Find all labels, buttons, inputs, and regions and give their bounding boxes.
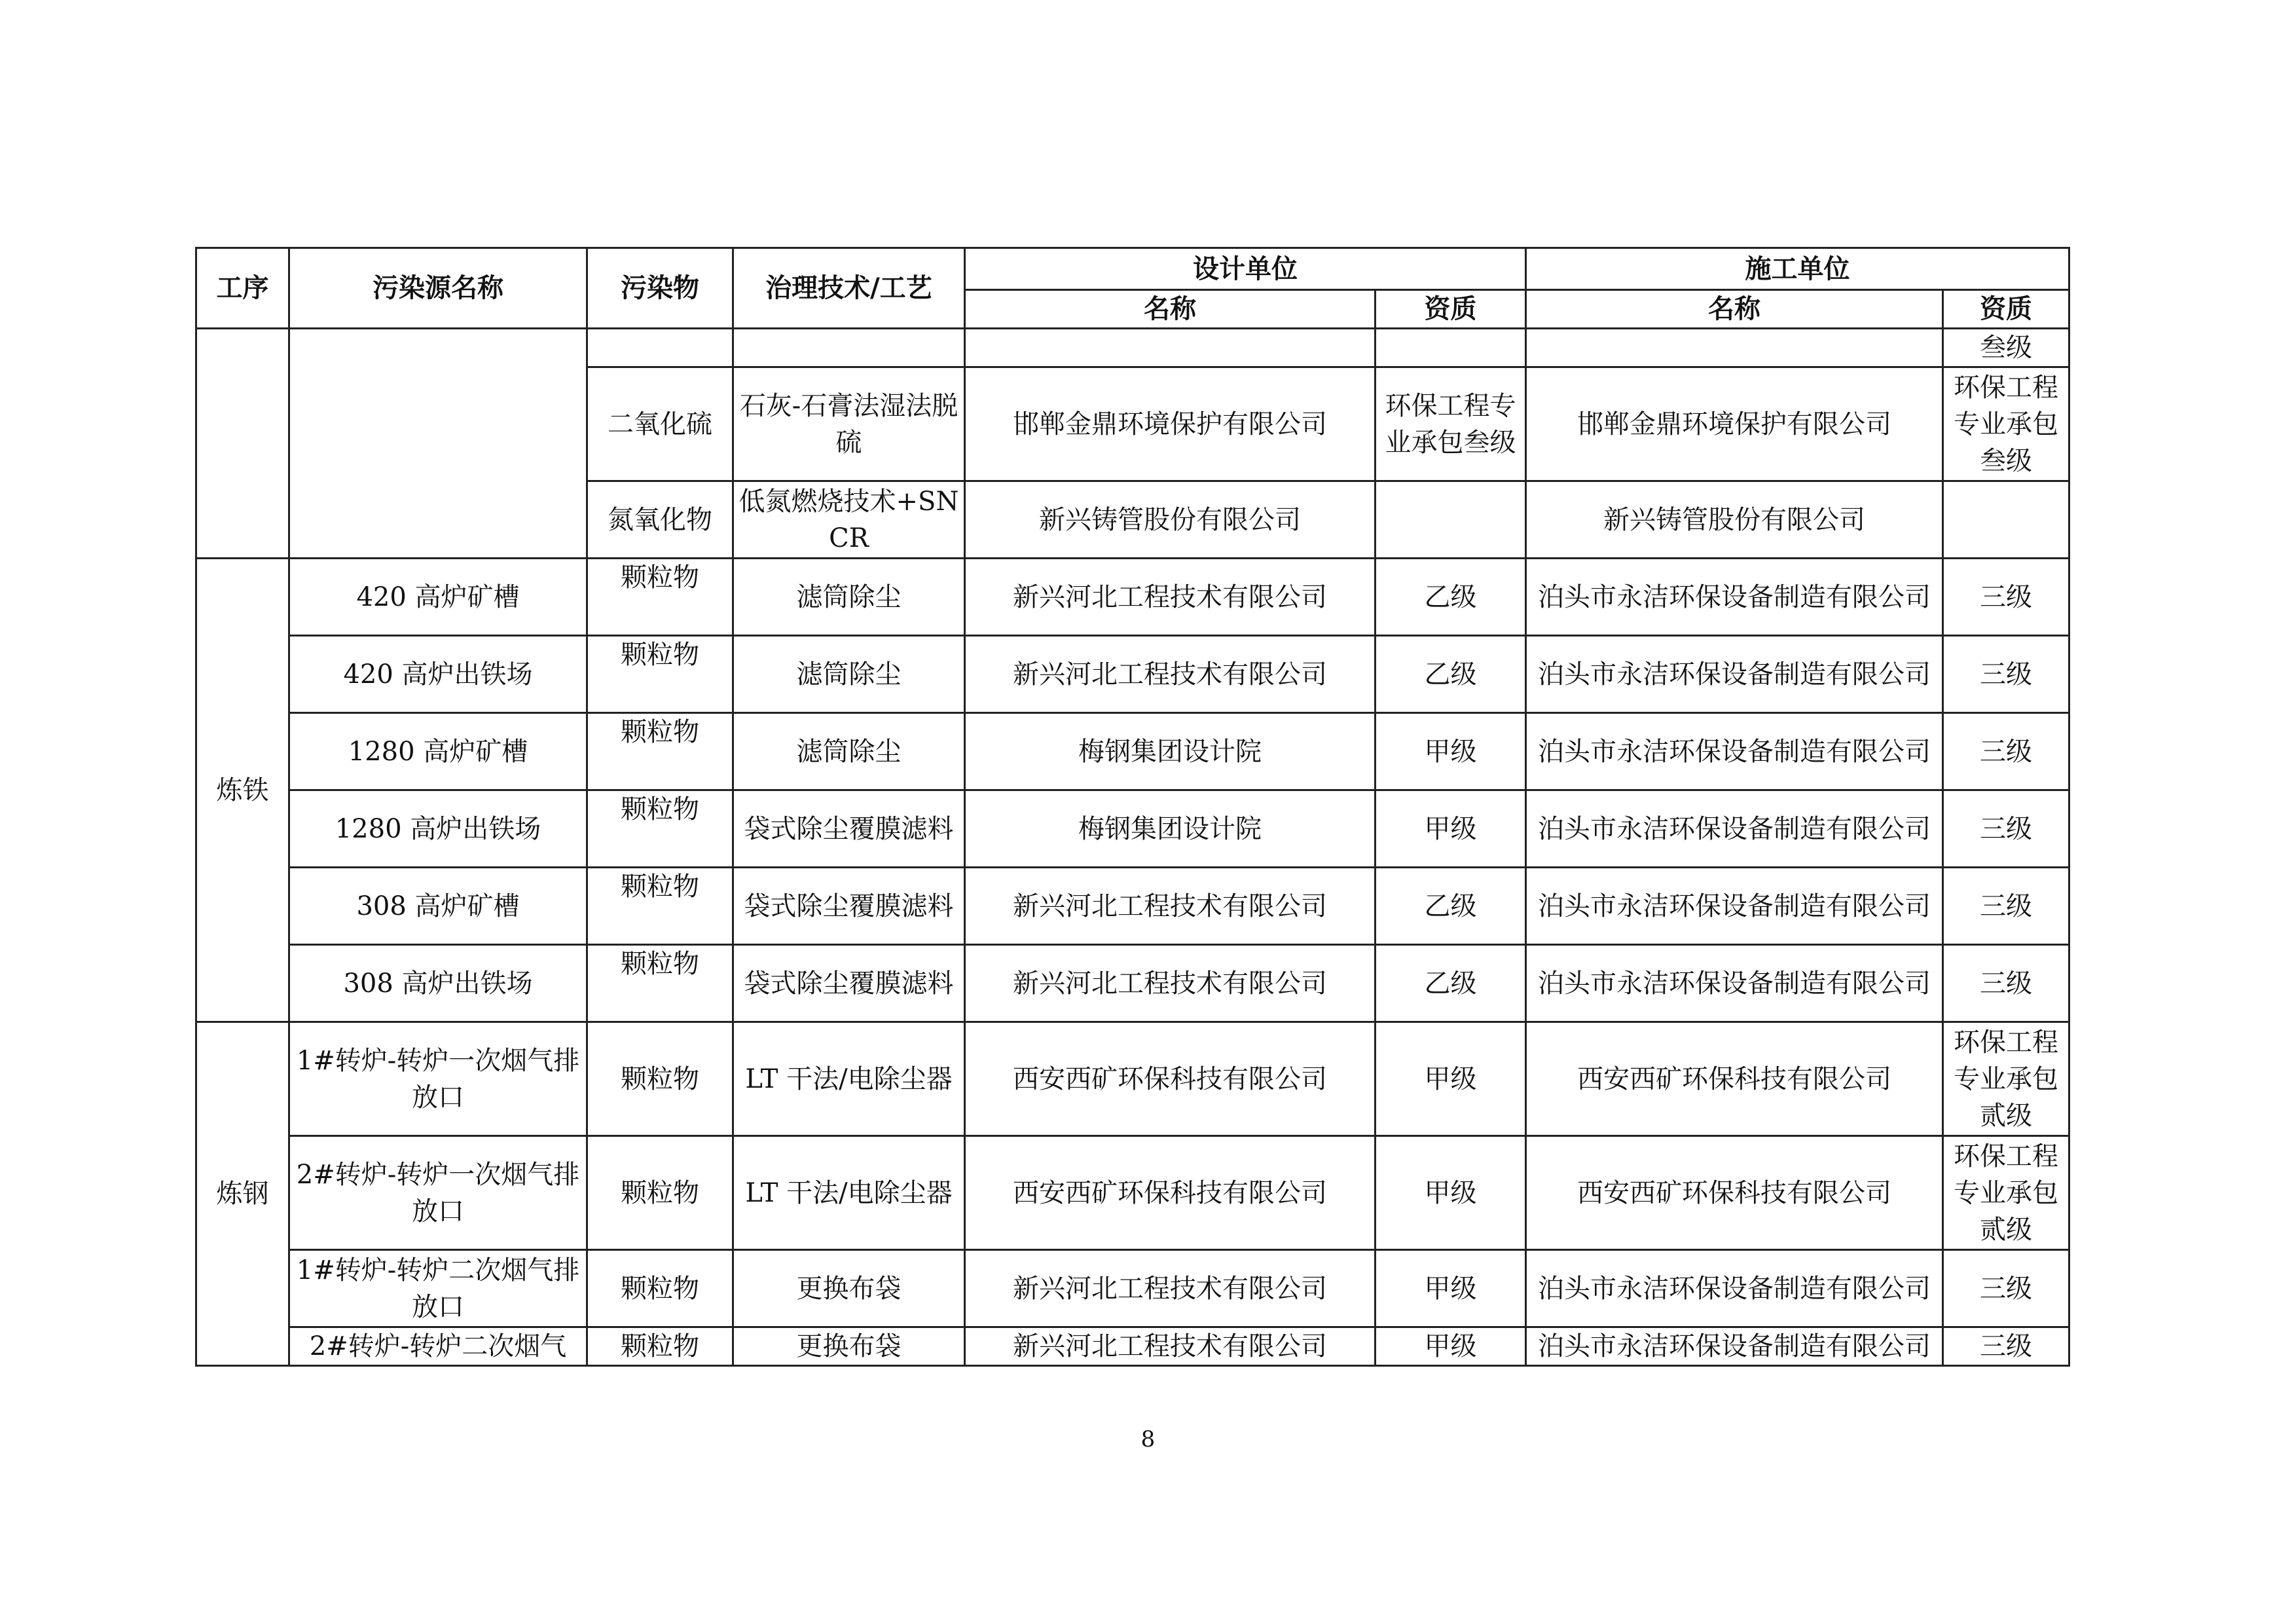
cell-pollutant: 颗粒物 (587, 713, 733, 790)
cell-process-ironmaking: 炼铁 (196, 559, 289, 1022)
cell-source: 1#转炉-转炉二次烟气排放口 (289, 1250, 587, 1327)
cell-technology: 更换布袋 (733, 1327, 965, 1366)
cell-construction-name: 西安西矿环保科技有限公司 (1526, 1022, 1943, 1136)
cell-design-name: 新兴河北工程技术有限公司 (965, 636, 1376, 713)
cell-design-name: 西安西矿环保科技有限公司 (965, 1022, 1376, 1136)
cell-construction-name: 泊头市永洁环保设备制造有限公司 (1526, 1327, 1943, 1366)
header-design-name: 名称 (965, 290, 1376, 329)
cell-source: 2#转炉-转炉一次烟气排放口 (289, 1136, 587, 1250)
cell-construction-qualification: 三级 (1943, 1250, 2069, 1327)
cell-construction-qualification: 环保工程专业承包贰级 (1943, 1022, 2069, 1136)
cell-design-name (965, 329, 1376, 367)
cell-design-qualification: 乙级 (1376, 559, 1526, 636)
cell-construction-qualification: 三级 (1943, 559, 2069, 636)
cell-construction-name: 新兴铸管股份有限公司 (1526, 481, 1943, 559)
cell-design-qualification: 甲级 (1376, 1022, 1526, 1136)
header-technology: 治理技术/工艺 (733, 248, 965, 329)
cell-design-qualification: 甲级 (1376, 1327, 1526, 1366)
cell-design-qualification (1376, 481, 1526, 559)
cell-technology: 袋式除尘覆膜滤料 (733, 945, 965, 1022)
cell-technology: 袋式除尘覆膜滤料 (733, 868, 965, 945)
cell-construction-qualification (1943, 481, 2069, 559)
cell-technology: 滤筒除尘 (733, 559, 965, 636)
cell-technology: 石灰-石膏法湿法脱硫 (733, 367, 965, 481)
cell-technology: LT 干法/电除尘器 (733, 1022, 965, 1136)
cell-construction-qualification: 环保工程专业承包贰级 (1943, 1136, 2069, 1250)
table-row (196, 329, 2069, 367)
cell-source: 420 高炉出铁场 (289, 636, 587, 713)
cell-construction-name: 泊头市永洁环保设备制造有限公司 (1526, 636, 1943, 713)
cell-pollutant: 颗粒物 (587, 1250, 733, 1327)
table-row (196, 636, 2069, 713)
cell-construction-qualification: 三级 (1943, 636, 2069, 713)
cell-technology: LT 干法/电除尘器 (733, 1136, 965, 1250)
cell-technology: 滤筒除尘 (733, 636, 965, 713)
pollution-control-table (195, 247, 2070, 1367)
cell-pollutant (587, 329, 733, 367)
cell-pollutant: 颗粒物 (587, 1327, 733, 1366)
cell-construction-name: 邯郸金鼎环境保护有限公司 (1526, 367, 1943, 481)
cell-design-qualification: 甲级 (1376, 713, 1526, 790)
page-number: 8 (1140, 1426, 1156, 1452)
table-row (196, 559, 2069, 636)
cell-source: 1280 高炉出铁场 (289, 790, 587, 868)
cell-design-name: 新兴河北工程技术有限公司 (965, 1250, 1376, 1327)
table-row (196, 1327, 2069, 1366)
cell-construction-name (1526, 329, 1943, 367)
cell-design-name: 邯郸金鼎环境保护有限公司 (965, 367, 1376, 481)
cell-construction-qualification: 叁级 (1943, 329, 2069, 367)
header-construction-unit: 施工单位 (1526, 248, 2069, 290)
cell-design-name: 新兴铸管股份有限公司 (965, 481, 1376, 559)
cell-design-qualification: 乙级 (1376, 868, 1526, 945)
cell-design-name: 梅钢集团设计院 (965, 790, 1376, 868)
cell-pollutant: 颗粒物 (587, 559, 733, 636)
cell-pollutant: 颗粒物 (587, 636, 733, 713)
cell-construction-qualification: 三级 (1943, 713, 2069, 790)
cell-pollutant: 二氧化硫 (587, 367, 733, 481)
cell-construction-qualification: 环保工程专业承包叁级 (1943, 367, 2069, 481)
cell-pollutant: 颗粒物 (587, 1136, 733, 1250)
cell-pollutant: 颗粒物 (587, 868, 733, 945)
header-design-unit: 设计单位 (965, 248, 1526, 290)
cell-construction-name: 西安西矿环保科技有限公司 (1526, 1136, 1943, 1250)
cell-design-qualification: 甲级 (1376, 1250, 1526, 1327)
cell-technology (733, 329, 965, 367)
table-body (196, 329, 2069, 1366)
cell-construction-qualification: 三级 (1943, 945, 2069, 1022)
cell-source: 308 高炉出铁场 (289, 945, 587, 1022)
cell-design-name: 新兴河北工程技术有限公司 (965, 1327, 1376, 1366)
header-construction-qualification: 资质 (1943, 290, 2069, 329)
cell-source: 308 高炉矿槽 (289, 868, 587, 945)
cell-design-qualification: 乙级 (1376, 945, 1526, 1022)
table-row (196, 1022, 2069, 1136)
cell-construction-qualification: 三级 (1943, 868, 2069, 945)
cell-construction-name: 泊头市永洁环保设备制造有限公司 (1526, 713, 1943, 790)
cell-source: 1#转炉-转炉一次烟气排放口 (289, 1022, 587, 1136)
cell-construction-name: 泊头市永洁环保设备制造有限公司 (1526, 559, 1943, 636)
cell-process-steelmaking: 炼钢 (196, 1022, 289, 1366)
cell-design-name: 西安西矿环保科技有限公司 (965, 1136, 1376, 1250)
cell-technology: 低氮燃烧技术+SNCR (733, 481, 965, 559)
table-row (196, 713, 2069, 790)
cell-pollutant: 颗粒物 (587, 945, 733, 1022)
cell-pollutant: 氮氧化物 (587, 481, 733, 559)
header-pollutant: 污染物 (587, 248, 733, 329)
cell-source: 2#转炉-转炉二次烟气 (289, 1327, 587, 1366)
cell-design-name: 梅钢集团设计院 (965, 713, 1376, 790)
cell-pollutant: 颗粒物 (587, 790, 733, 868)
cell-technology: 滤筒除尘 (733, 713, 965, 790)
cell-design-qualification (1376, 329, 1526, 367)
cell-construction-name: 泊头市永洁环保设备制造有限公司 (1526, 945, 1943, 1022)
cell-pollutant: 颗粒物 (587, 1022, 733, 1136)
cell-technology: 袋式除尘覆膜滤料 (733, 790, 965, 868)
header-source-name: 污染源名称 (289, 248, 587, 329)
cell-design-qualification: 甲级 (1376, 790, 1526, 868)
header-construction-name: 名称 (1526, 290, 1943, 329)
cell-design-qualification: 乙级 (1376, 636, 1526, 713)
cell-design-qualification: 甲级 (1376, 1136, 1526, 1250)
table-row (196, 1250, 2069, 1327)
table-row (196, 790, 2069, 868)
table-row (196, 945, 2069, 1022)
table-header (196, 248, 2069, 329)
cell-technology: 更换布袋 (733, 1250, 965, 1327)
cell-source: 1280 高炉矿槽 (289, 713, 587, 790)
table-row (196, 868, 2069, 945)
cell-design-name: 新兴河北工程技术有限公司 (965, 868, 1376, 945)
cell-design-name: 新兴河北工程技术有限公司 (965, 559, 1376, 636)
cell-construction-name: 泊头市永洁环保设备制造有限公司 (1526, 790, 1943, 868)
table-row (196, 1136, 2069, 1250)
cell-source: 420 高炉矿槽 (289, 559, 587, 636)
cell-construction-qualification: 三级 (1943, 790, 2069, 868)
cell-design-name: 新兴河北工程技术有限公司 (965, 945, 1376, 1022)
cell-process (196, 329, 289, 559)
cell-design-qualification: 环保工程专业承包叁级 (1376, 367, 1526, 481)
cell-source (289, 329, 587, 559)
header-design-qualification: 资质 (1376, 290, 1526, 329)
cell-construction-qualification: 三级 (1943, 1327, 2069, 1366)
cell-construction-name: 泊头市永洁环保设备制造有限公司 (1526, 1250, 1943, 1327)
cell-construction-name: 泊头市永洁环保设备制造有限公司 (1526, 868, 1943, 945)
header-process: 工序 (196, 248, 289, 329)
